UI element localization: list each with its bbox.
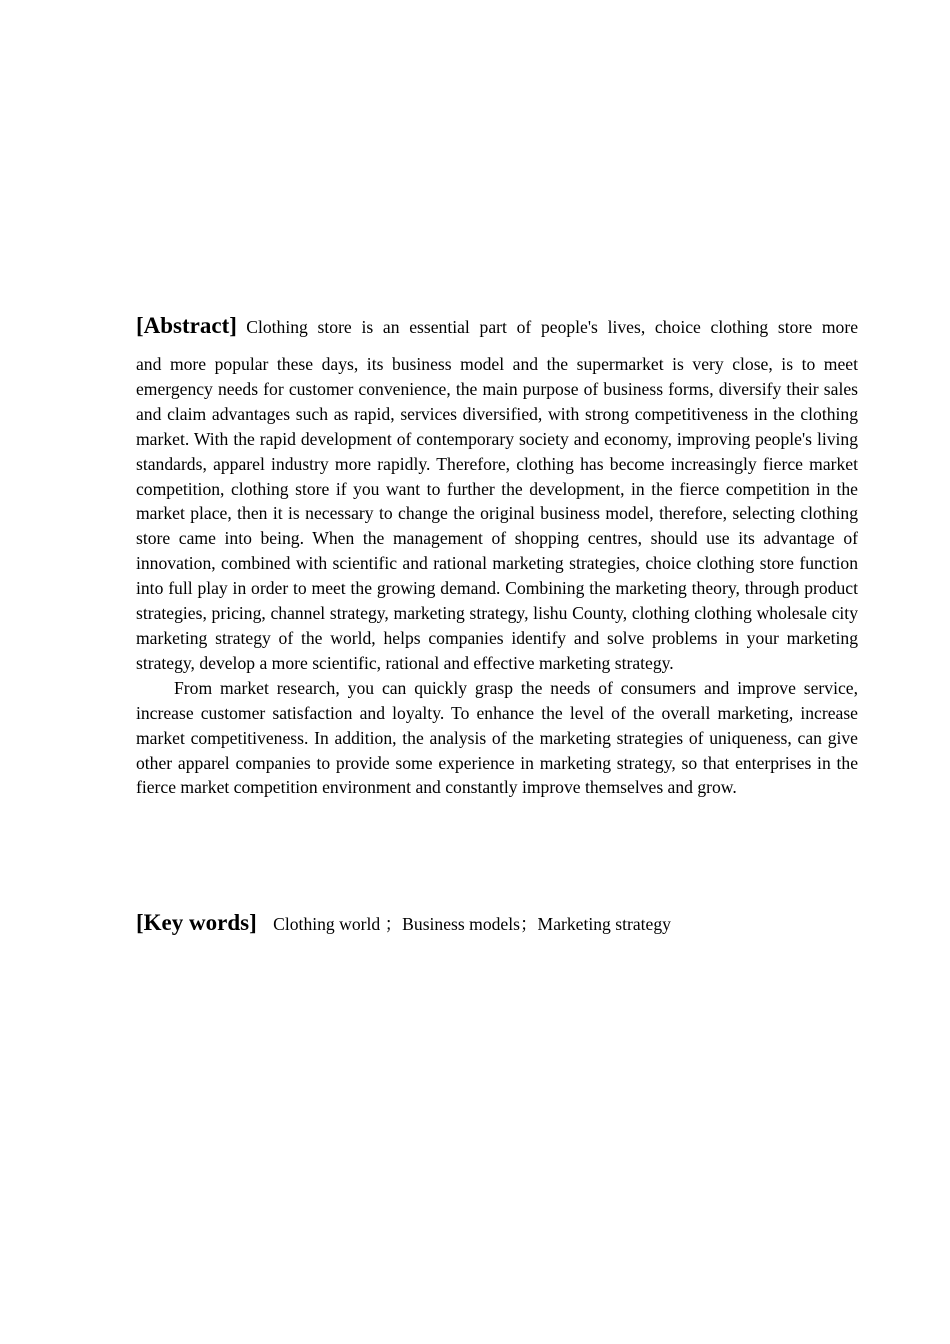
abstract-section	[136, 311, 858, 800]
keywords-line	[136, 908, 858, 939]
abstract-first-line-text: Clothing store is an essential part of people's lives, choice clothing store more	[246, 317, 858, 337]
abstract-heading: [Abstract]	[136, 313, 237, 338]
keywords-heading: [Key words]	[136, 910, 257, 935]
keywords-text: Clothing world ；Business models；Marketing strategy	[273, 914, 671, 934]
abstract-first-line	[136, 311, 858, 344]
abstract-paragraph-2: From market research, you can quickly grasp the needs of consumers and improve service, increase customer satisfaction and loyalty. To enhance the level of the overall marketing, increase market competitiveness. In addition, the analysis of the marketing strategies of uniqueness, can give other apparel companies to provide some experience in marketing strategy, so that enterprises in the fierce market competition environment and constantly improve themselves and grow.	[136, 677, 858, 798]
abstract-paragraph-1: and more popular these days, its business model and the supermarket is very close, is to meet emergency needs for customer convenience, the main purpose of business forms, diversify their sales and claim advantages such as rapid, services diversified, with strong competitiveness in the clothing market. With the rapid development of contemporary society and economy, improving people's living standards, apparel industry more rapidly. Therefore, clothing has become increasingly fierce market competition, clothing store if you want to further the development, in the fierce competition in the market place, then it is necessary to change the original business model, therefore, selecting clothing store came into being. When the management of shopping centres, should use its advantage of innovation, combined with scientific and rational marketing strategies, choice clothing store function into full play in order to meet the growing demand. Combining the marketing theory, through product strategies, pricing, channel strategy, marketing strategy, lishu County, clothing clothing wholesale city marketing strategy of the world, helps companies identify and solve problems in your marketing strategy, develop a more scientific, rational and effective marketing strategy.	[136, 354, 858, 673]
